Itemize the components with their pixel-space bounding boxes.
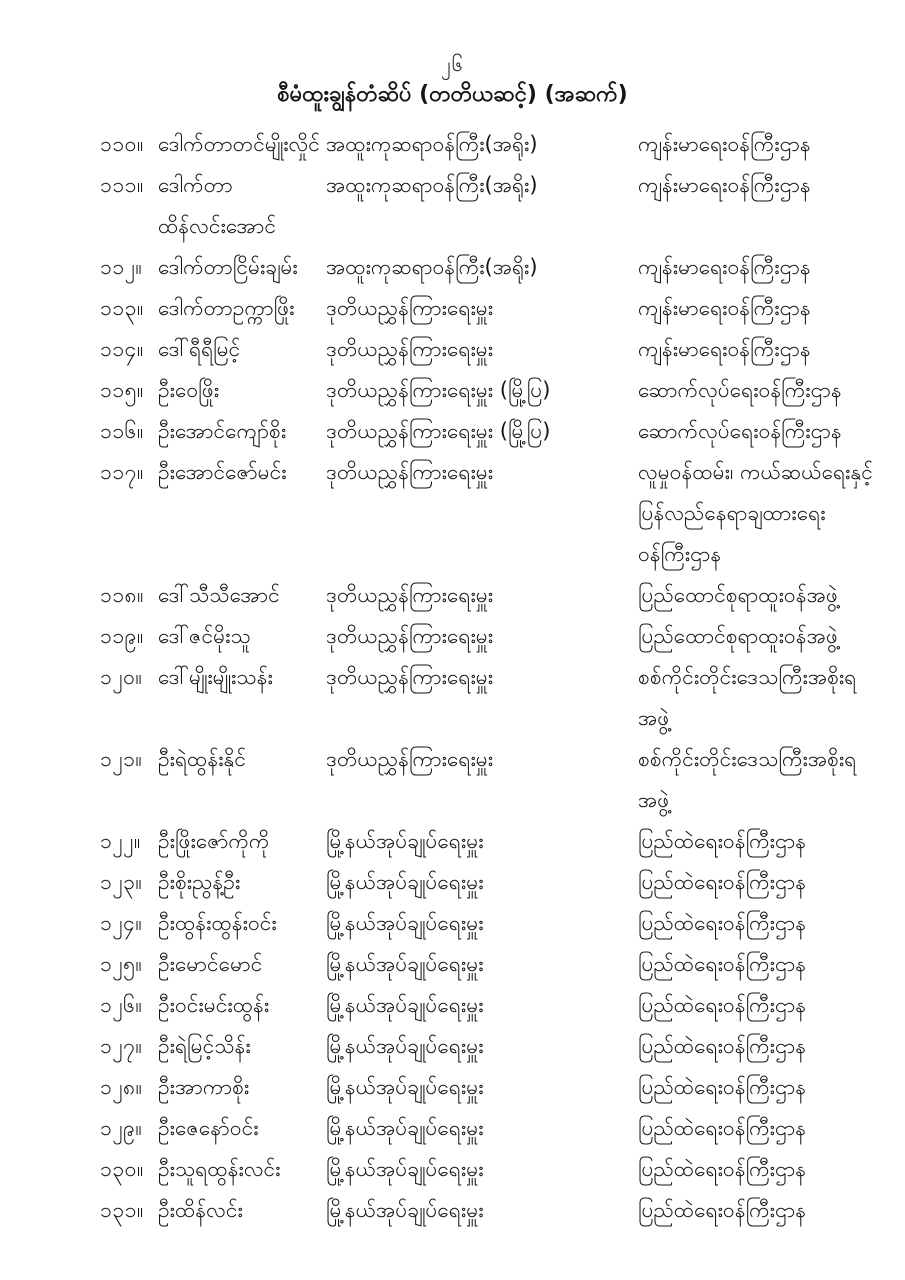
text-line: ၁၁၅။: [100, 378, 144, 402]
text-line: အထူးကုဆရာဝန်ကြီး(အရိုး): [326, 132, 538, 156]
table-row: [100, 1108, 877, 1149]
person-name: [158, 985, 326, 1026]
text-line: ပြန်လည်နေရာချထားရေး: [638, 501, 826, 525]
person-name: [158, 862, 326, 903]
text-line: ဒုတိယညွှန်ကြားရေးမှူး: [326, 296, 494, 320]
person-name: [158, 1149, 326, 1190]
text-line: ဒုတိယညွှန်ကြားရေးမှူး: [326, 460, 494, 484]
person-department: [638, 165, 877, 206]
text-line: ၁၂၂။: [100, 829, 141, 853]
text-line: ၁၂၈။: [100, 1075, 143, 1099]
text-line: ဒေါ်သီသီအောင်: [158, 583, 280, 607]
table-row: [100, 1190, 877, 1231]
person-name: [158, 452, 326, 493]
person-name: [158, 1190, 326, 1231]
person-position: [326, 1067, 638, 1108]
text-line: ပြည်ထဲရေးဝန်ကြီးဌာန: [638, 952, 807, 976]
text-line: မြို့နယ်အုပ်ချုပ်ရေးမှူး: [326, 870, 484, 894]
person-department: [638, 739, 877, 821]
row-number: [100, 657, 158, 698]
text-line: ပြည်ထောင်စုရာထူးဝန်အဖွဲ့: [638, 583, 838, 607]
table-row: [100, 1026, 877, 1067]
text-line: ပြည်ထောင်စုရာထူးဝန်အဖွဲ့: [638, 624, 838, 648]
table-row: [100, 124, 877, 165]
person-position: [326, 944, 638, 985]
text-line: ပြည်ထဲရေးဝန်ကြီးဌာန: [638, 829, 807, 853]
text-line: မြို့နယ်အုပ်ချုပ်ရေးမှူး: [326, 829, 484, 853]
row-number: [100, 247, 158, 288]
text-line: မြို့နယ်အုပ်ချုပ်ရေးမှူး: [326, 993, 484, 1017]
text-line: အထူးကုဆရာဝန်ကြီး(အရိုး): [326, 173, 538, 197]
text-line: မြို့နယ်အုပ်ချုပ်ရေးမှူး: [326, 1157, 484, 1181]
table-row: [100, 370, 877, 411]
person-position: [326, 821, 638, 862]
person-position: [326, 862, 638, 903]
text-line: ပြည်ထဲရေးဝန်ကြီးဌာန: [638, 1198, 807, 1222]
text-line: ဦးဝင်းမင်းထွန်း: [158, 993, 270, 1017]
text-line: ဦးအာကာစိုး: [158, 1075, 250, 1099]
table-row: [100, 739, 877, 821]
text-line: ၁၂၁။: [100, 747, 143, 771]
table-row: [100, 165, 877, 247]
person-position: [326, 247, 638, 288]
text-line: ၁၁၇။: [100, 460, 144, 484]
text-line: ကျန်းမာရေးဝန်ကြီးဌာန: [638, 296, 811, 320]
table-row: [100, 1149, 877, 1190]
text-line: ဦးမောင်မောင်: [158, 952, 263, 976]
row-number: [100, 1108, 158, 1149]
text-line: ဦးထိန်လင်း: [158, 1198, 243, 1222]
text-line: မြို့နယ်အုပ်ချုပ်ရေးမှူး: [326, 1034, 484, 1058]
person-position: [326, 1149, 638, 1190]
person-name: [158, 1108, 326, 1149]
table-row: [100, 411, 877, 452]
person-name: [158, 124, 326, 165]
text-line: ၁၁၀။: [100, 132, 144, 156]
page-title: စီမံထူးချွန်တံဆိပ် (တတိယဆင့်) (အဆက်): [277, 82, 628, 107]
person-name: [158, 657, 326, 698]
text-line: ၁၁၆။: [100, 419, 144, 443]
page-number: ၂၆: [440, 52, 465, 76]
person-position: [326, 657, 638, 698]
text-line: ဒုတိယညွှန်ကြားရေးမှူး: [326, 624, 494, 648]
person-department: [638, 247, 877, 288]
person-department: [638, 616, 877, 657]
text-line: ဝန်ကြီးဌာန: [638, 542, 722, 566]
text-line: ဒေါ်မျိုးမျိုးသန်း: [158, 665, 273, 689]
text-line: ဒုတိယညွှန်ကြားရေးမှူး (မြို့ပြ): [326, 378, 551, 402]
person-name: [158, 821, 326, 862]
text-line: အဖွဲ့: [638, 788, 670, 812]
text-line: ဦးဖြိုးဇော်ကိုကို: [158, 829, 270, 853]
text-line: မြို့နယ်အုပ်ချုပ်ရေးမှူး: [326, 1198, 484, 1222]
row-number: [100, 821, 158, 862]
person-name: [158, 903, 326, 944]
person-department: [638, 1108, 877, 1149]
row-number: [100, 575, 158, 616]
person-position: [326, 1190, 638, 1231]
text-line: ကျန်းမာရေးဝန်ကြီးဌာန: [638, 337, 811, 361]
text-line: ဒုတိယညွှန်ကြားရေးမှူး: [326, 337, 494, 361]
row-number: [100, 944, 158, 985]
row-number: [100, 411, 158, 452]
text-line: ပြည်ထဲရေးဝန်ကြီးဌာန: [638, 911, 807, 935]
person-department: [638, 821, 877, 862]
text-line: ဦးဝေဖြိုး: [158, 378, 220, 402]
person-department: [638, 985, 877, 1026]
person-name: [158, 944, 326, 985]
text-line: ၁၂၇။: [100, 1034, 143, 1058]
person-department: [638, 657, 877, 739]
table-row: [100, 247, 877, 288]
person-name: [158, 1067, 326, 1108]
person-department: [638, 288, 877, 329]
table-row: [100, 452, 877, 575]
text-line: ဦးထွန်းထွန်းဝင်း: [158, 911, 277, 935]
person-name: [158, 247, 326, 288]
person-department: [638, 1067, 877, 1108]
person-name: [158, 575, 326, 616]
table-row: [100, 616, 877, 657]
person-position: [326, 288, 638, 329]
row-number: [100, 862, 158, 903]
text-line: ဦးရဲမြင့်သိန်း: [158, 1034, 251, 1058]
text-line: ၁၁၃။: [100, 296, 144, 320]
table-row: [100, 1067, 877, 1108]
person-department: [638, 1190, 877, 1231]
table-row: [100, 575, 877, 616]
person-position: [326, 616, 638, 657]
text-line: ၁၂၅။: [100, 952, 143, 976]
person-position: [326, 739, 638, 780]
text-line: ဦးအောင်ကျော်စိုး: [158, 419, 287, 443]
text-line: ၁၂၄။: [100, 911, 143, 935]
row-number: [100, 452, 158, 493]
person-position: [326, 124, 638, 165]
text-line: ဒုတိယညွှန်ကြားရေးမှူး: [326, 665, 494, 689]
text-line: ၁၁၉။: [100, 624, 144, 648]
person-position: [326, 1108, 638, 1149]
text-line: ၁၂၉။: [100, 1116, 143, 1140]
text-line: ထိန်လင်းအောင်: [158, 214, 276, 238]
person-name: [158, 288, 326, 329]
row-number: [100, 124, 158, 165]
text-line: ကျန်းမာရေးဝန်ကြီးဌာန: [638, 132, 811, 156]
row-number: [100, 1190, 158, 1231]
text-line: ကျန်းမာရေးဝန်ကြီးဌာန: [638, 255, 811, 279]
text-line: ဒေါက်တာဥက္ကာဖြိုး: [158, 296, 295, 320]
row-number: [100, 288, 158, 329]
person-position: [326, 903, 638, 944]
text-line: ဆောက်လုပ်ရေးဝန်ကြီးဌာန: [638, 378, 842, 402]
text-line: ဦးသူရထွန်းလင်း: [158, 1157, 281, 1181]
text-line: မြို့နယ်အုပ်ချုပ်ရေးမှူး: [326, 1075, 484, 1099]
row-number: [100, 739, 158, 780]
text-line: လူမှုဝန်ထမ်း၊ ကယ်ဆယ်ရေးနှင့်: [638, 460, 873, 484]
text-line: ပြည်ထဲရေးဝန်ကြီးဌာန: [638, 1034, 807, 1058]
person-department: [638, 452, 877, 575]
row-number: [100, 1067, 158, 1108]
person-position: [326, 575, 638, 616]
table-row: [100, 903, 877, 944]
text-line: အဖွဲ့: [638, 706, 670, 730]
text-line: မြို့နယ်အုပ်ချုပ်ရေးမှူး: [326, 911, 484, 935]
text-line: ကျန်းမာရေးဝန်ကြီးဌာန: [638, 173, 811, 197]
person-position: [326, 370, 638, 411]
text-line: ၁၁၁။: [100, 173, 144, 197]
row-number: [100, 165, 158, 206]
text-line: ပြည်ထဲရေးဝန်ကြီးဌာန: [638, 1075, 807, 1099]
person-name: [158, 165, 326, 247]
text-line: မြို့နယ်အုပ်ချုပ်ရေးမှူး: [326, 1116, 484, 1140]
roster-list: [100, 124, 877, 1231]
text-line: ဒေါက်တာ: [158, 173, 233, 197]
text-line: ၁၁၂။: [100, 255, 143, 279]
text-line: မြို့နယ်အုပ်ချုပ်ရေးမှူး: [326, 952, 484, 976]
person-name: [158, 1026, 326, 1067]
text-line: ပြည်ထဲရေးဝန်ကြီးဌာန: [638, 1157, 807, 1181]
person-department: [638, 1149, 877, 1190]
row-number: [100, 903, 158, 944]
text-line: ဒေါက်တာငြိမ်းချမ်း: [158, 255, 298, 279]
person-department: [638, 862, 877, 903]
text-line: ၁၃၀။: [100, 1157, 144, 1181]
person-department: [638, 575, 877, 616]
row-number: [100, 1026, 158, 1067]
text-line: ဦးရဲထွန်းနိုင်: [158, 747, 247, 771]
text-line: ဆောက်လုပ်ရေးဝန်ကြီးဌာန: [638, 419, 842, 443]
person-department: [638, 1026, 877, 1067]
table-row: [100, 288, 877, 329]
text-line: ဒုတိယညွှန်ကြားရေးမှူး: [326, 583, 494, 607]
table-row: [100, 985, 877, 1026]
row-number: [100, 616, 158, 657]
text-line: ဦးဇေနော်ဝင်း: [158, 1116, 259, 1140]
person-department: [638, 411, 877, 452]
text-line: ဒေါ်ရီရီမြင့်: [158, 337, 241, 361]
table-row: [100, 944, 877, 985]
person-position: [326, 985, 638, 1026]
person-name: [158, 739, 326, 780]
text-line: ဦးစိုးညွန့်ဦး: [158, 870, 241, 894]
text-line: ၁၂၆။: [100, 993, 143, 1017]
text-line: စစ်ကိုင်းတိုင်းဒေသကြီးအစိုးရ: [638, 747, 857, 771]
person-name: [158, 411, 326, 452]
text-line: ပြည်ထဲရေးဝန်ကြီးဌာန: [638, 870, 807, 894]
table-row: [100, 657, 877, 739]
text-line: ပြည်ထဲရေးဝန်ကြီးဌာန: [638, 1116, 807, 1140]
person-position: [326, 452, 638, 493]
person-name: [158, 329, 326, 370]
text-line: ဒေါ်ဇင်မိုးသူ: [158, 624, 251, 648]
row-number: [100, 370, 158, 411]
person-department: [638, 370, 877, 411]
person-name: [158, 616, 326, 657]
person-name: [158, 370, 326, 411]
person-department: [638, 903, 877, 944]
page-header: [0, 0, 905, 112]
text-line: ၁၃၁။: [100, 1198, 144, 1222]
table-row: [100, 862, 877, 903]
person-position: [326, 411, 638, 452]
text-line: စစ်ကိုင်းတိုင်းဒေသကြီးအစိုးရ: [638, 665, 857, 689]
text-line: ၁၁၈။: [100, 583, 144, 607]
text-line: ဦးအောင်ဇော်မင်း: [158, 460, 287, 484]
person-department: [638, 329, 877, 370]
text-line: ၁၂၀။: [100, 665, 143, 689]
person-position: [326, 329, 638, 370]
row-number: [100, 1149, 158, 1190]
text-line: ၁၁၄။: [100, 337, 144, 361]
person-position: [326, 165, 638, 206]
text-line: ဒေါက်တာတင်မျိုးလှိုင်: [158, 132, 320, 156]
text-line: ဒုတိယညွှန်ကြားရေးမှူး: [326, 747, 494, 771]
row-number: [100, 985, 158, 1026]
text-line: ၁၂၃။: [100, 870, 143, 894]
person-department: [638, 124, 877, 165]
table-row: [100, 329, 877, 370]
person-position: [326, 1026, 638, 1067]
text-line: ပြည်ထဲရေးဝန်ကြီးဌာန: [638, 993, 807, 1017]
person-department: [638, 944, 877, 985]
table-row: [100, 821, 877, 862]
row-number: [100, 329, 158, 370]
text-line: အထူးကုဆရာဝန်ကြီး(အရိုး): [326, 255, 538, 279]
text-line: ဒုတိယညွှန်ကြားရေးမှူး (မြို့ပြ): [326, 419, 551, 443]
